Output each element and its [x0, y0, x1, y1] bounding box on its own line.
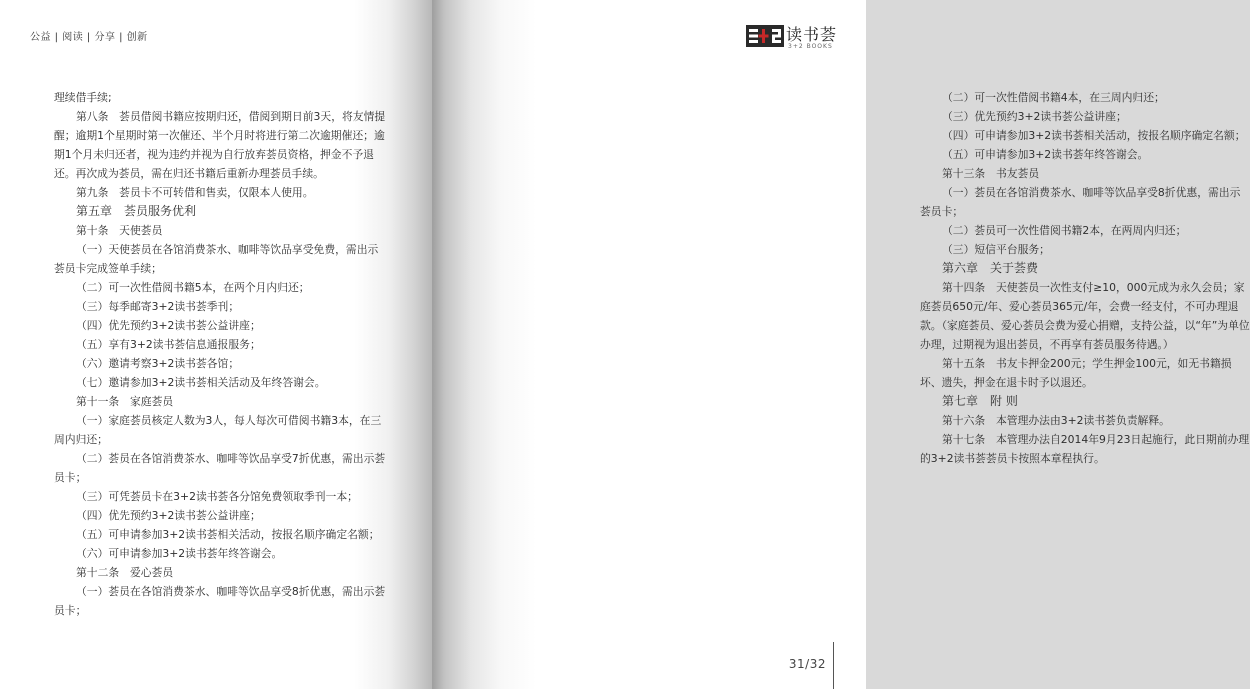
left-page-text: [54, 88, 387, 620]
right-page-text: [920, 88, 1250, 468]
logo-mark-icon: [746, 25, 784, 47]
paragraph: （二）荟员可一次性借阅书籍2本，在两周内归还；: [942, 224, 1187, 237]
paragraph: 第十四条 天使荟员一次性支付≥10，000元成为永久会员；家庭荟员650元/年、爱心荟员365元/年，会费一经支付，不可办理退款。（家庭荟员、爱心荟员会费为爱心捐赠，支持公益，以“年”为单位办理，过期视为退出荟员，不再享有荟员服务待遇。）: [920, 281, 1250, 351]
chapter-heading: 第五章 荟员服务优利: [76, 204, 197, 218]
paragraph: （四）优先预约3+2读书荟公益讲座；: [76, 319, 261, 332]
left-page: [0, 0, 432, 689]
paragraph: 第十二条 爱心荟员: [76, 566, 174, 579]
paragraph: （二）可一次性借阅书籍5本，在两个月内归还；: [76, 281, 310, 294]
paragraph: （五）可申请参加3+2读书荟相关活动，按报名顺序确定名额；: [76, 528, 380, 541]
paragraph: 第十六条 本管理办法由3+2读书荟负责解释。: [942, 414, 1170, 427]
paragraph: 第十五条 书友卡押金200元；学生押金100元，如无书籍损坏、遗失，押金在退卡时予以退还。: [920, 357, 1232, 389]
paragraph: （五）享有3+2读书荟信息通报服务；: [76, 338, 261, 351]
paragraph: （三）优先预约3+2读书荟公益讲座；: [942, 110, 1127, 123]
paragraph: （三）每季邮寄3+2读书荟季刊；: [76, 300, 240, 313]
paragraph: 第八条 荟员借阅书籍应按期归还，借阅到期日前3天，将友情提醒；逾期1个星期时第一次催还、半个月时将进行第二次逾期催还；逾期1个月未归还者，视为违约并视为自行放弃荟员资格，押金不予退还。再次成为荟员，需在归还书籍后重新办理荟员手续。: [54, 110, 386, 180]
paragraph: （六）可申请参加3+2读书荟年终答谢会。: [76, 547, 283, 560]
header-tags: 公益 | 阅读 | 分享 | 创新: [30, 32, 148, 43]
paragraph: 理续借手续;: [54, 91, 112, 104]
paragraph: （五）可申请参加3+2读书荟年终答谢会。: [942, 148, 1149, 161]
paragraph: （一）天使荟员在各馆消费茶水、咖啡等饮品享受免费，需出示荟员卡完成签单手续；: [54, 243, 379, 275]
paragraph: 第十三条 书友荟员: [942, 167, 1040, 180]
paragraph: （一）荟员在各馆消费茶水、咖啡等饮品享受8折优惠，需出示荟员卡；: [54, 585, 386, 617]
logo: [746, 22, 838, 48]
page-edge-line: [833, 642, 834, 689]
right-page: [432, 0, 1250, 689]
paragraph: （三）短信平台服务；: [942, 243, 1050, 256]
paragraph: （一）荟员在各馆消费茶水、咖啡等饮品享受8折优惠，需出示荟员卡；: [920, 186, 1241, 218]
paragraph: 第十七条 本管理办法自2014年9月23日起施行，此日期前办理的3+2读书荟荟员卡按照本章程执行。: [920, 433, 1250, 465]
paragraph: （四）优先预约3+2读书荟公益讲座；: [76, 509, 261, 522]
paragraph: （三）可凭荟员卡在3+2读书荟各分馆免费领取季刊一本；: [76, 490, 358, 503]
paragraph: （二）可一次性借阅书籍4本，在三周内归还；: [942, 91, 1165, 104]
paragraph: （一）家庭荟员核定人数为3人，每人每次可借阅书籍3本，在三周内归还；: [54, 414, 382, 446]
paragraph: 第九条 荟员卡不可转借和售卖，仅限本人使用。: [76, 186, 314, 199]
paragraph: （二）荟员在各馆消费茶水、咖啡等饮品享受7折优惠，需出示荟员卡；: [54, 452, 386, 484]
page-number: 31/32: [788, 657, 826, 671]
logo-name: 读书荟: [786, 25, 838, 44]
chapter-heading: 第七章 附 则: [942, 394, 1018, 408]
chapter-heading: 第六章 关于荟费: [942, 261, 1039, 275]
paragraph: 第十条 天使荟员: [76, 224, 163, 237]
paragraph: （七）邀请参加3+2读书荟相关活动及年终答谢会。: [76, 376, 326, 389]
paragraph: 第十一条 家庭荟员: [76, 395, 174, 408]
paragraph: （六）邀请考察3+2读书荟各馆；: [76, 357, 240, 370]
paragraph: （四）可申请参加3+2读书荟相关活动，按报名顺序确定名额；: [942, 129, 1246, 142]
logo-subtitle: 3+2 BOOKS: [788, 43, 833, 50]
